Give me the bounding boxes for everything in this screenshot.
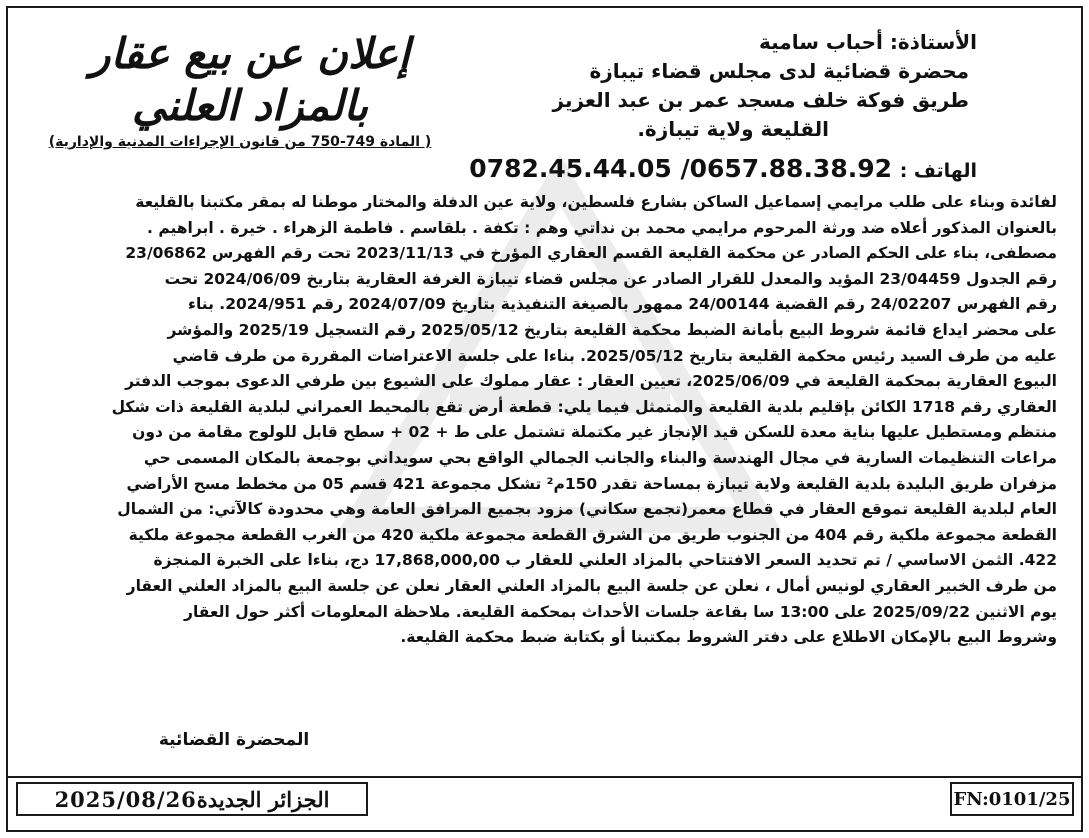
body-line: العام لبلدية القليعة تموقع العقار في قطاع معمر(تجمع سكاني) مزود بجميع المرافق العامة وهي محدودة كالآتي: من الشمال	[117, 500, 1057, 519]
body-line: وشروط البيع بالإمكان الاطلاع على دفتر الشروط بمكتبنا أو بكتابة ضبط محكمة القليعة.	[400, 628, 1057, 647]
body-line: القطعة مجموعة ملكية رقم 404 من الجنوب طريق من الشرق القطعة مجموعة ملكية 420 من الغرب القطعة مجموعة ملكية	[128, 525, 1057, 544]
body-line: لفائدة وبناء على طلب مرايمي إسماعيل الساكن بشارع فلسطين، ولاية عين الدفلة والمختار موطنا له بمقر مكتبنا بالقليعة	[135, 193, 1057, 211]
file-number-box	[950, 782, 1074, 816]
publication-date: 2025/08/26	[54, 786, 197, 812]
body-line: مصطفى، بناء على الحكم الصادر عن محكمة القليعة القسم العقاري المؤرخ في 2023/11/13 تحت رقم الفهرس 23/06862	[125, 244, 1057, 263]
phone-line	[337, 154, 977, 183]
newspaper-name: الجزائر الجديدة	[196, 786, 330, 812]
bailiff-address: طريق فوكة خلف مسجد عمر بن عبد العزيز	[552, 88, 969, 112]
phone-label: الهاتف :	[899, 160, 977, 182]
bailiff-city: القليعة ولاية تيبازة.	[637, 117, 829, 141]
body-line: رقم الجدول 23/04459 المؤيد والمعدل للقرار الصادر عن مجلس قضاء تيبازة الغرفة العقارية بتاريخ 2024/06/09 تحت	[164, 269, 1057, 288]
signature: المحضرة القضائية	[158, 730, 310, 750]
phone-numbers: 0782.45.44.05 /0657.88.38.92	[469, 154, 893, 183]
body-line: عليه من طرف السيد رئيس محكمة القليعة بتاريخ 2025/05/12. بناءا على جلسة الاعتراضات المقررة من طرف قاضي	[172, 346, 1057, 365]
title-line-2: بالمزاد العلني	[131, 81, 369, 130]
body-line: على محضر ايداع قائمة شروط البيع بأمانة الضبط محكمة القليعة بتاريخ 2025/05/12 رقم التسجيل 2025/19 والمؤشر	[167, 320, 1057, 339]
body-line: رقم الفهرس 24/02207 رقم القضية 24/00144 ممهور بالصيغة التنفيذية بتاريخ 2024/07/09 رقم 2024/951. بناء	[188, 295, 1057, 314]
title-line-1: إعلان عن بيع عقار	[90, 29, 410, 78]
bailiff-title: محضرة قضائية لدى مجلس قضاء تيبازة	[589, 59, 969, 83]
notice-title	[60, 28, 440, 132]
bailiff-name: الأستاذة: أحباب سامية	[759, 30, 977, 54]
body-line: العقاري رقم 1718 الكائن بإقليم بلدية القليعة والمتمثل فيما يلي: قطعة أرض تقع بالمحيط العمراني لبلدية القليعة ذات شكل	[111, 397, 1057, 416]
body-line: 422. الثمن الاساسي / تم تحديد السعر الافتتاحي بالمزاد العلني للعقار ب 17,868,000,00 دج، بناءا على الخبرة المنجزة	[153, 551, 1057, 570]
legal-reference: ( المادة 749-750 من قانون الإجراءات المدنية والإدارية)	[48, 134, 432, 150]
body-line: منتظم ومستطيل عليها بناية معدة للسكن قيد الإنجاز غير مكتملة تشتمل على ط + 02 + سطح قابل للولوج مقامة من دون	[132, 423, 1057, 442]
bailiff-header	[457, 28, 977, 144]
publication-box	[16, 782, 368, 816]
body-line: من طرف الخبير العقاري لونيس أمال ، نعلن عن جلسة البيع بالمزاد العلني العقار نعلن عن جلسة البيع بالمزاد العلني العقار	[126, 576, 1057, 595]
notice-body	[32, 190, 1057, 651]
body-line: مزفران طريق البليدة بلدية القليعة ولاية تيبازة بمساحة تقدر 150م² تشكل مجموعة 421 قسم 05 من مخطط مسح الأراضي	[126, 474, 1057, 493]
body-line: مراعات التنظيمات السارية في مجال الهندسة والبناء والجانب الجمالي الواقع بحي سويداني بوجمعة بالمكان المسمى حي	[143, 448, 1057, 467]
file-number: FN:0101/25	[953, 788, 1071, 810]
body-line: يوم الاثنين 2025/09/22 على 13:00 سا بقاعة جلسات الأحداث بمحكمة القليعة. ملاحظة المعلومات أكثر حول العقار	[184, 602, 1057, 621]
body-line: بالعنوان المذكور أعلاه ضد ورثة المرحوم مرايمي محمد بن نداتي وهم : تكفة . بلقاسم . فاطمة الزهراء . خيرة . ابراهيم .	[147, 218, 1057, 237]
footer-divider	[6, 776, 1083, 778]
body-line: البيوع العقارية بمحكمة القليعة في 2025/06/09، تعيين العقار : عقار مملوك على الشيوع بين طرفي الدعوى بموجب الدفتر	[125, 372, 1057, 391]
